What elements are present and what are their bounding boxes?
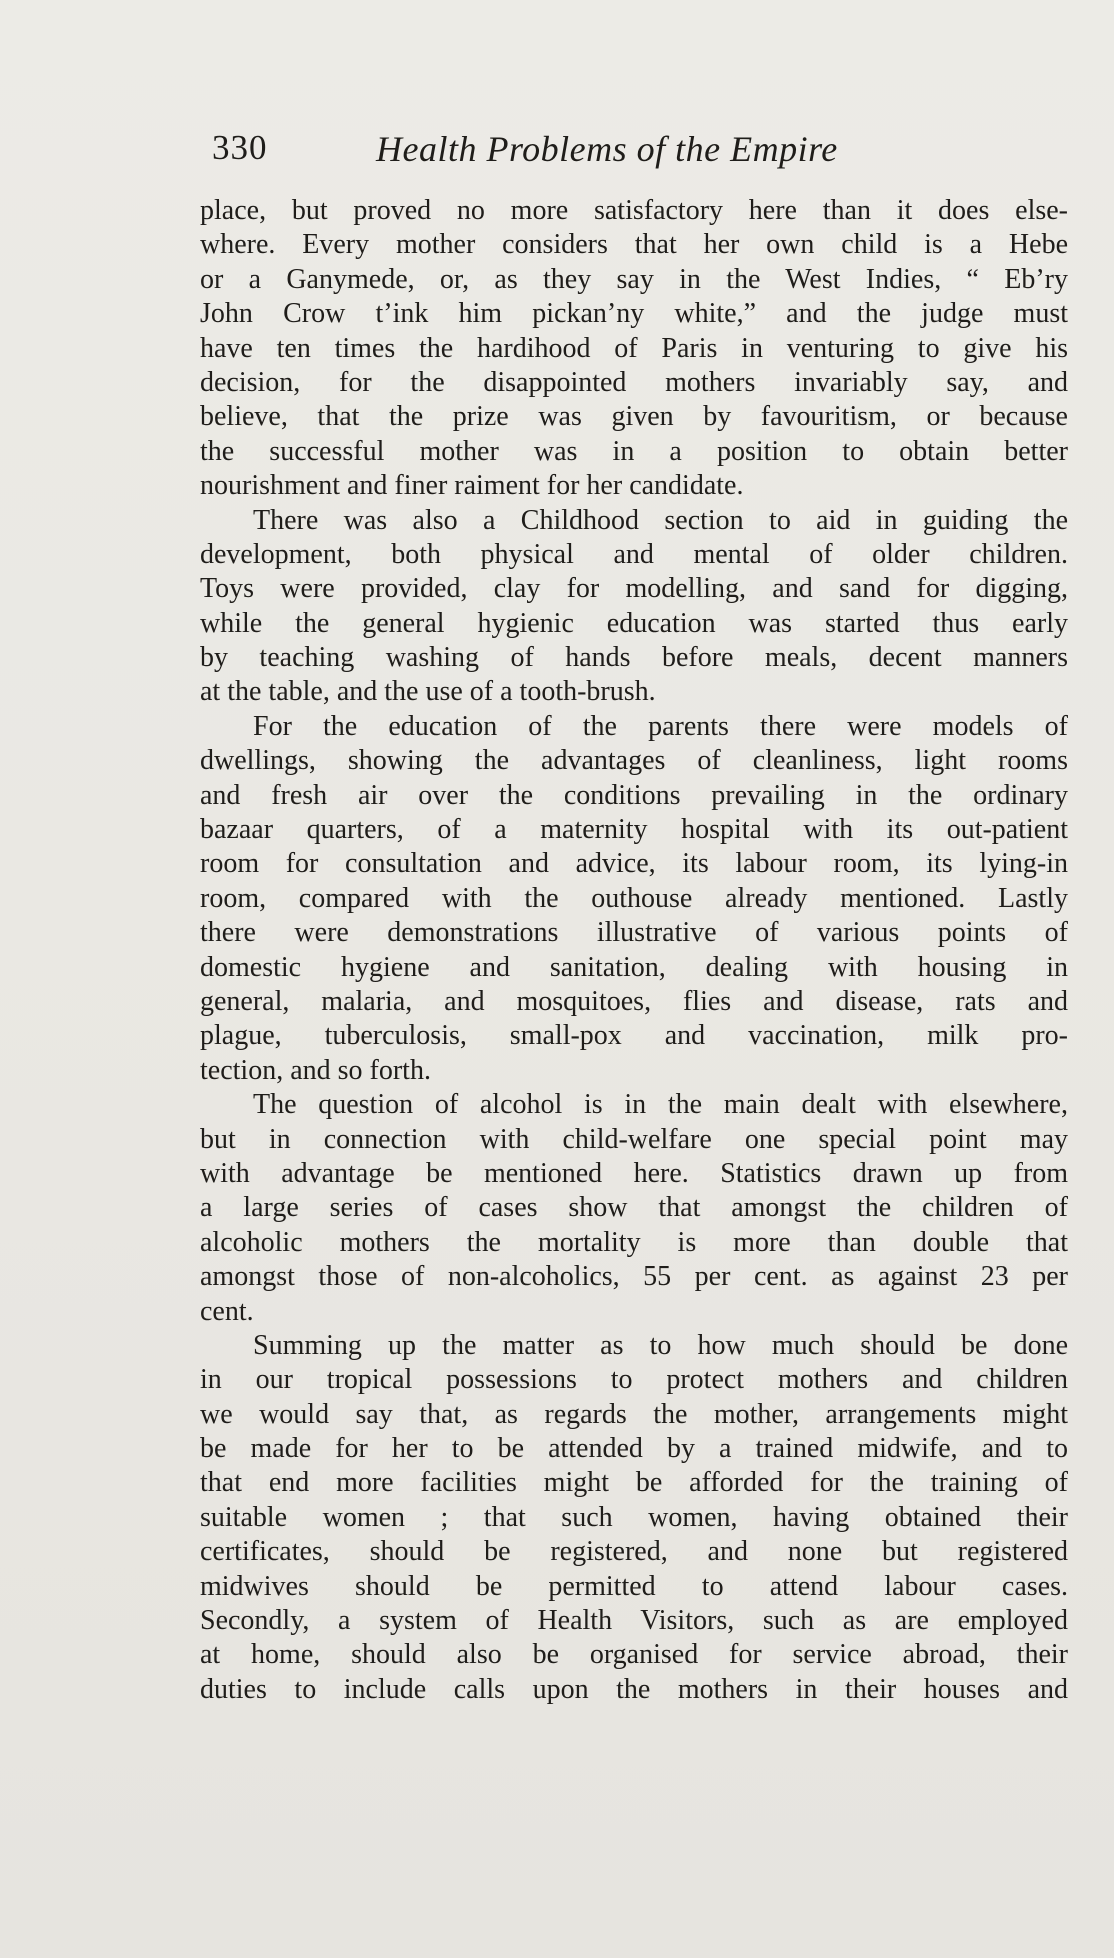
text-line: certificates, should be registered, and none but registered	[200, 1536, 1068, 1568]
text-line: For the education of the parents there were models of	[253, 710, 1068, 742]
text-line: we would say that, as regards the mother, arrangements might	[200, 1398, 1068, 1430]
text-line: in our tropical possessions to protect mothers and children	[200, 1364, 1068, 1396]
text-line: decision, for the disappointed mothers invariably say, and	[200, 366, 1068, 398]
text-line: alcoholic mothers the mortality is more than double that	[200, 1226, 1068, 1258]
text-line: believe, that the prize was given by favouritism, or because	[200, 401, 1068, 433]
text-line: at the table, and the use of a tooth-brush.	[200, 676, 656, 708]
text-line: have ten times the hardihood of Paris in venturing to give his	[200, 332, 1068, 364]
text-line: that end more facilities might be afforded for the training of	[200, 1467, 1068, 1499]
text-line: tection, and so forth.	[200, 1054, 431, 1086]
text-line: place, but proved no more satisfactory here than it does else-	[200, 195, 1068, 226]
text-line: dwellings, showing the advantages of cleanliness, light rooms	[200, 745, 1068, 777]
text-line: duties to include calls upon the mothers in their houses and	[200, 1673, 1068, 1705]
text-line: room, compared with the outhouse already mentioned. Lastly	[200, 882, 1068, 914]
text-line: bazaar quarters, of a maternity hospital with its out-patient	[200, 814, 1068, 846]
text-line: suitable women ; that such women, having obtained their	[200, 1501, 1068, 1533]
text-line: and fresh air over the conditions prevailing in the ordinary	[200, 779, 1068, 811]
text-line: but in connection with child-welfare one special point may	[200, 1123, 1068, 1155]
text-line: development, both physical and mental of older children.	[200, 538, 1068, 570]
text-line: there were demonstrations illustrative of various points of	[200, 917, 1068, 949]
text-line: be made for her to be attended by a trained midwife, and to	[200, 1433, 1068, 1465]
body-text	[200, 194, 1068, 1707]
text-line: where. Every mother considers that her own child is a Hebe	[200, 229, 1068, 261]
text-line: or a Ganymede, or, as they say in the West Indies, “ Eb’ry	[200, 263, 1068, 295]
text-line: by teaching washing of hands before meals, decent manners	[200, 642, 1068, 674]
text-line: cent.	[200, 1295, 254, 1327]
text-line: domestic hygiene and sanitation, dealing with housing in	[200, 951, 1068, 983]
running-title: Health Problems of the Empire	[376, 129, 838, 169]
text-line: the successful mother was in a position to obtain better	[200, 435, 1068, 467]
text-line: John Crow t’ink him pickan’ny white,” and the judge must	[200, 298, 1068, 330]
page-number: 330	[212, 128, 268, 167]
text-line: nourishment and finer raiment for her candidate.	[200, 470, 744, 502]
text-line: general, malaria, and mosquitoes, flies and disease, rats and	[200, 985, 1068, 1017]
text-line: Secondly, a system of Health Visitors, such as are employed	[200, 1605, 1068, 1637]
text-line: midwives should be permitted to attend labour cases.	[200, 1570, 1068, 1602]
text-line: amongst those of non-alcoholics, 55 per cent. as against 23 per	[200, 1261, 1068, 1293]
text-line: plague, tuberculosis, small-pox and vaccination, milk pro-	[200, 1020, 1068, 1052]
text-line: a large series of cases show that amongst the children of	[200, 1192, 1068, 1224]
text-line: room for consultation and advice, its labour room, its lying-in	[200, 848, 1068, 880]
page-header	[212, 128, 920, 178]
text-line: at home, should also be organised for service abroad, their	[200, 1639, 1068, 1671]
text-line: There was also a Childhood section to aid in guiding the	[253, 504, 1068, 536]
text-line: Summing up the matter as to how much should be done	[253, 1329, 1068, 1361]
text-line: The question of alcohol is in the main dealt with elsewhere,	[253, 1089, 1068, 1121]
text-line: Toys were provided, clay for modelling, and sand for digging,	[200, 573, 1068, 605]
text-line: with advantage be mentioned here. Statistics drawn up from	[200, 1157, 1068, 1189]
text-line: while the general hygienic education was started thus early	[200, 607, 1068, 639]
